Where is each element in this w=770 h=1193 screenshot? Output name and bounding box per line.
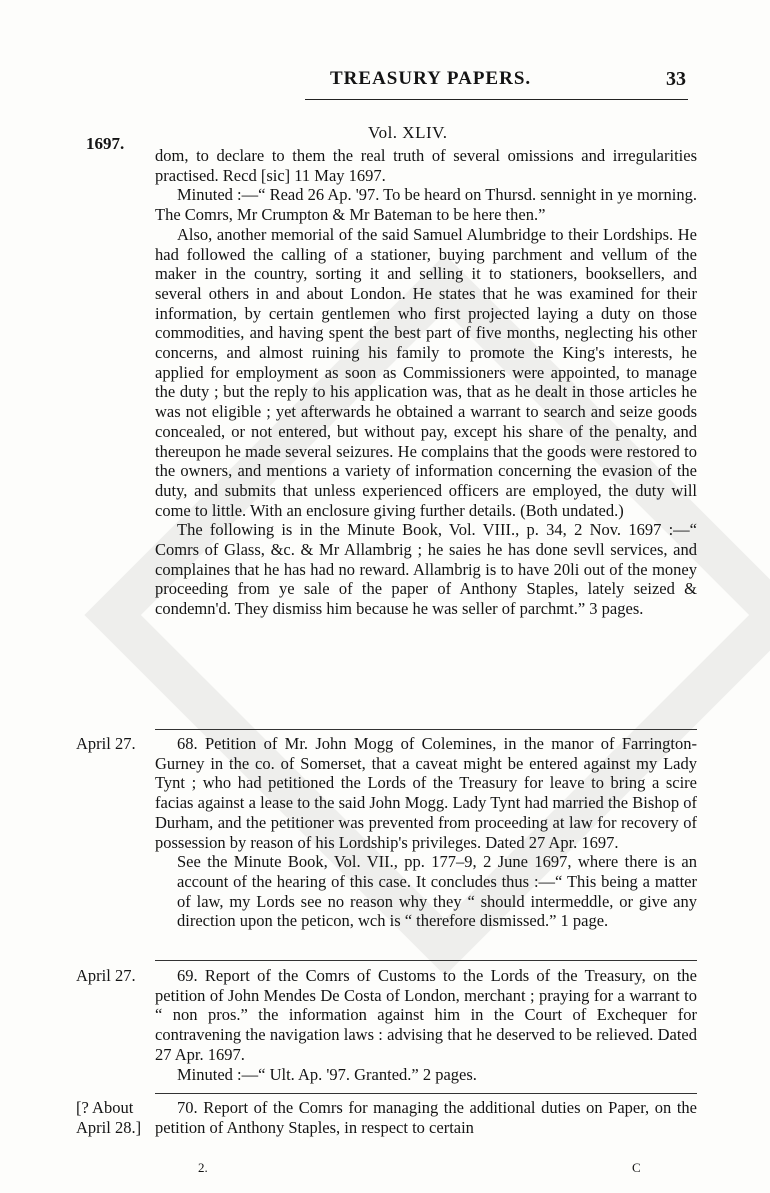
paragraph: 68. Petition of Mr. John Mogg of Colemines, in the manor of Farrington-Gurney in the co. of Somerset, that a caveat might be entered against my Lady Tynt ; who had petitioned the Lords of the Treasury for leave to bring a scire facias against a lease to the said John Mogg. Lady Tynt had married the Bishop of Durham, and the petitioner was prevented from proceeding at law for recovery of possession by reason of his Lordship's privileges. Dated 27 Apr. 1697. <box>155 734 697 852</box>
paragraph: 69. Report of the Comrs of Customs to the Lords of the Treasury, on the petition of John Mendes De Costa of London, merchant ; praying for a warrant to “ non pros.” the information against him in the Court of Exchequer for contravening the navigation laws : advising that he deserved to be relieved. Dated 27 Apr. 1697. <box>155 966 697 1064</box>
running-header <box>0 68 770 100</box>
header-rule <box>305 99 688 100</box>
page-number: 33 <box>666 68 686 90</box>
entry-date: April 27. <box>76 734 136 753</box>
entry-date <box>76 1098 141 1137</box>
date-line: April 28.] <box>76 1117 142 1137</box>
entry-70 <box>155 1098 697 1137</box>
paragraph: 70. Report of the Comrs for managing the additional duties on Paper, on the petition of Anthony Staples, in respect to certain <box>155 1098 697 1137</box>
paragraph: The following is in the Minute Book, Vol. VIII., p. 34, 2 Nov. 1697 :—“ Comrs of Glass, &c. & Mr Allambrig ; he saies he has done sevll services, and complaines that he has had no reward. Allambrig is to have 20li out of the money proceeding from ye sale of the paper of Anthony Staples, lately seized & condemn'd. They dismiss him because he was seller of parchmt.” 3 pages. <box>155 520 697 619</box>
running-title: TREASURY PAPERS. <box>330 68 532 89</box>
entry-separator <box>155 1093 697 1094</box>
date-line: [? About <box>76 1098 134 1117</box>
continuation-block <box>155 146 697 619</box>
entry-68 <box>155 734 697 931</box>
entry-separator <box>155 960 697 961</box>
paragraph: Also, another memorial of the said Samuel Alumbridge to their Lordships. He had followed the calling of a stationer, buying parchment and vellum of the maker in the country, sorting it and selling it to stationers, booksellers, and several others in and about London. He states that he was examined for their information, by certain gentlemen who first projected laying a duty on those commodities, and having spent the best part of five months, neglecting his other concerns, and almost ruining his family to promote the King's interests, he applied for employment as soon as Commissioners were appointed, to manage the duty ; but the reply to his application was, that as he dealt in those articles he was not eligible ; yet afterwards he obtained a warrant to search and seize goods concealed, or not entered, but without pay, except his share of the penalty, and thereupon he made several seizures. He complains that the goods were restored to the owners, and mentions a variety of information concerning the evasion of the duty, and submits that unless experienced officers are employed, the duty will come to little. With an enclosure giving further details. (Both undated.) <box>155 224 697 520</box>
note-paragraph: See the Minute Book, Vol. VII., pp. 177–9, 2 June 1697, where there is an account of the hearing of this case. It concludes thus :—“ This being a matter of law, my Lords see no reason why they “ should intermeddle, or give any direction upon the peticon, wch is “ therefore dismissed.” 1 page. <box>177 852 697 931</box>
entry-69 <box>155 966 697 1084</box>
minuted-paragraph: Minuted :—“ Ult. Ap. '97. Granted.” 2 pages. <box>177 1064 477 1084</box>
minuted-paragraph: Minuted :—“ Read 26 Ap. '97. To be heard on Thursd. sennight in ye morning. The Comrs, Mr Crumpton & Mr Bateman to be here then.” <box>155 185 697 225</box>
entry-separator <box>155 729 697 730</box>
gathering-letter: C <box>632 1160 641 1175</box>
paragraph: dom, to declare to them the real truth of several omissions and irregularities practised. Recd [sic] 11 May 1697. <box>155 146 697 185</box>
signature-mark: 2. <box>198 1160 208 1175</box>
volume-heading: Vol. XLIV. <box>368 123 448 142</box>
entry-date: April 27. <box>76 966 136 985</box>
year-marker: 1697. <box>86 134 125 153</box>
